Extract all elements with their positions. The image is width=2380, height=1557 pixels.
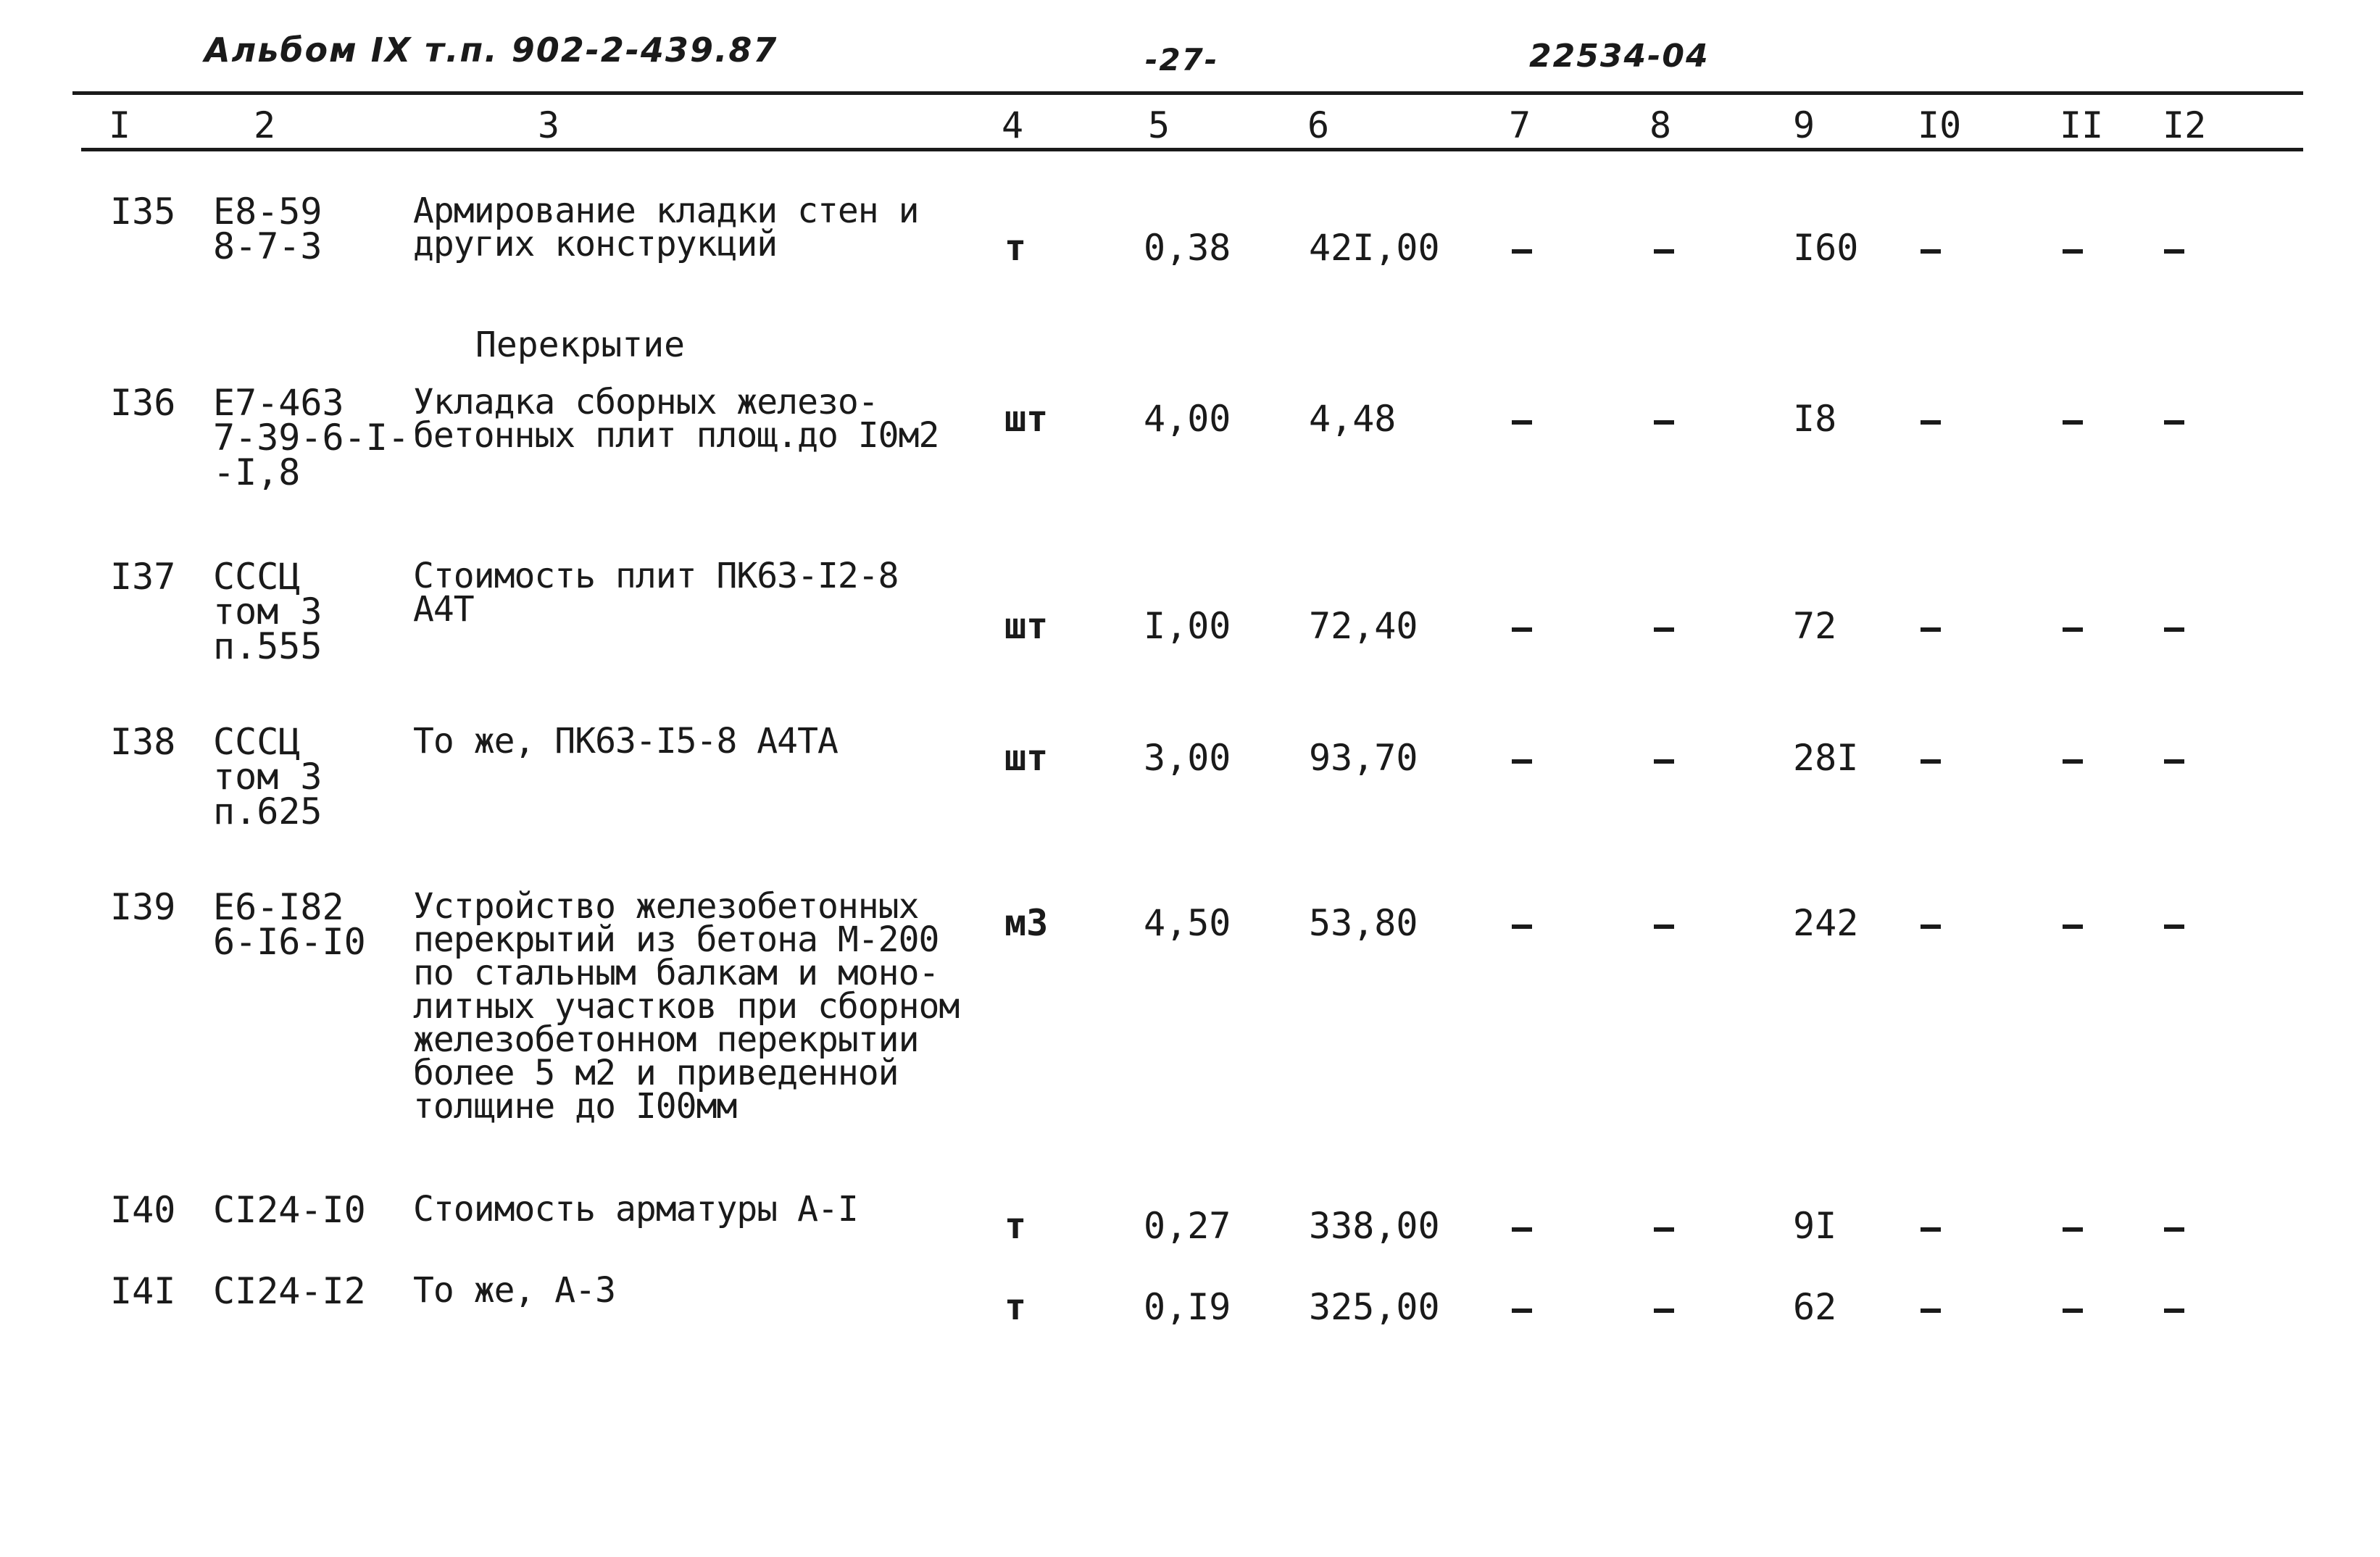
row-number: I36 — [110, 382, 176, 424]
row-code: СССЦ том 3 п.555 — [213, 556, 323, 667]
row-total: I60 — [1793, 227, 1859, 269]
empty-cell-dash-c7 — [1512, 1227, 1532, 1232]
empty-cell-dash-c10 — [1921, 627, 1941, 632]
row-description: Стоимость плит ПК63-I2-8 A4T — [413, 556, 899, 630]
row-quantity: 0,27 — [1144, 1205, 1231, 1247]
row-quantity: 0,I9 — [1144, 1286, 1231, 1328]
empty-cell-dash-c11 — [2063, 249, 2083, 254]
section-heading: Перекрытие — [475, 325, 685, 365]
empty-cell-dash-c11 — [2063, 1227, 2083, 1232]
empty-cell-dash-c12 — [2164, 924, 2184, 929]
empty-cell-dash-c10 — [1921, 1308, 1941, 1313]
empty-cell-dash-c7 — [1512, 249, 1532, 254]
row-total: 9I — [1793, 1205, 1837, 1247]
row-quantity: I,00 — [1144, 605, 1231, 647]
empty-cell-dash-c7 — [1512, 420, 1532, 425]
row-unit: м3 — [1004, 902, 1049, 944]
empty-cell-dash-c12 — [2164, 627, 2184, 632]
row-quantity: 4,00 — [1144, 398, 1231, 440]
empty-cell-dash-c7 — [1512, 1308, 1532, 1313]
empty-cell-dash-c12 — [2164, 1308, 2184, 1313]
empty-cell-dash-c10 — [1921, 1227, 1941, 1232]
empty-cell-dash-c12 — [2164, 420, 2184, 425]
col-header-6: 6 — [1307, 104, 1330, 146]
col-header-4: 4 — [1002, 104, 1024, 146]
row-quantity: 3,00 — [1144, 737, 1231, 779]
empty-cell-dash-c8 — [1654, 759, 1674, 764]
empty-cell-dash-c12 — [2164, 1227, 2184, 1232]
row-number: I39 — [110, 886, 176, 928]
empty-cell-dash-c8 — [1654, 627, 1674, 632]
row-total: 242 — [1793, 902, 1859, 944]
row-number: I35 — [110, 191, 176, 233]
empty-cell-dash-c11 — [2063, 627, 2083, 632]
empty-cell-dash-c10 — [1921, 249, 1941, 254]
empty-cell-dash-c7 — [1512, 759, 1532, 764]
row-number: I4I — [110, 1270, 176, 1312]
row-description: Устройство железобетонных перекрытий из бетона М-200 по стальным балкам и моно- литных участков при сборном железобетонном перекрытии более 5 м2 и приведенной толщине до I00мм — [413, 886, 960, 1127]
col-header-12: I2 — [2163, 104, 2207, 146]
row-unit-price: 42I,00 — [1309, 227, 1440, 269]
col-header-2: 2 — [254, 104, 276, 146]
row-unit-price: 338,00 — [1309, 1205, 1440, 1247]
col-header-3: 3 — [538, 104, 560, 146]
empty-cell-dash-c8 — [1654, 924, 1674, 929]
empty-cell-dash-c12 — [2164, 249, 2184, 254]
col-header-9: 9 — [1793, 104, 1815, 146]
row-unit-price: 4,48 — [1309, 398, 1397, 440]
row-total: 62 — [1793, 1286, 1837, 1328]
col-header-10: I0 — [1918, 104, 1962, 146]
empty-cell-dash-c7 — [1512, 627, 1532, 632]
top-rule — [72, 91, 2303, 95]
row-unit-price: 53,80 — [1309, 902, 1418, 944]
row-description: Стоимость арматуры A-I — [413, 1189, 858, 1230]
empty-cell-dash-c8 — [1654, 1308, 1674, 1313]
col-header-11: II — [2060, 104, 2104, 146]
row-description: То же, A-3 — [413, 1270, 615, 1311]
row-description: То же, ПК63-I5-8 A4TA — [413, 721, 838, 761]
row-code: CI24-I0 — [213, 1189, 366, 1231]
row-unit: шт — [1004, 398, 1049, 440]
empty-cell-dash-c7 — [1512, 924, 1532, 929]
page-number: -27- — [1145, 42, 1219, 78]
row-total: 72 — [1793, 605, 1837, 647]
album-reference: Альбом IX т.п. 902-2-439.87 — [204, 30, 778, 70]
col-header-7: 7 — [1509, 104, 1531, 146]
row-code: E8-59 8-7-3 — [213, 191, 323, 267]
row-number: I37 — [110, 556, 176, 598]
header-bottom-rule — [81, 148, 2303, 151]
empty-cell-dash-c8 — [1654, 1227, 1674, 1232]
row-code: CI24-I2 — [213, 1270, 366, 1312]
empty-cell-dash-c10 — [1921, 420, 1941, 425]
col-header-8: 8 — [1649, 104, 1672, 146]
empty-cell-dash-c10 — [1921, 924, 1941, 929]
row-code: E7-463 7-39-6-I- -I,8 — [213, 382, 409, 493]
empty-cell-dash-c11 — [2063, 924, 2083, 929]
row-number: I38 — [110, 721, 176, 763]
empty-cell-dash-c8 — [1654, 249, 1674, 254]
row-unit: т — [1004, 227, 1027, 269]
row-description: Укладка сборных железо- бетонных плит площ.до I0м2 — [413, 382, 939, 456]
empty-cell-dash-c10 — [1921, 759, 1941, 764]
row-unit: шт — [1004, 737, 1049, 779]
document-number: 22534-04 — [1529, 38, 1710, 75]
row-unit-price: 325,00 — [1309, 1286, 1440, 1328]
row-unit-price: 93,70 — [1309, 737, 1418, 779]
empty-cell-dash-c11 — [2063, 759, 2083, 764]
row-unit-price: 72,40 — [1309, 605, 1418, 647]
empty-cell-dash-c11 — [2063, 420, 2083, 425]
row-description: Армирование кладки стен и других конструкций — [413, 191, 919, 264]
row-total: 28I — [1793, 737, 1859, 779]
row-unit: т — [1004, 1286, 1027, 1328]
row-total: I8 — [1793, 398, 1837, 440]
row-unit: т — [1004, 1205, 1027, 1247]
row-code: СССЦ том 3 п.625 — [213, 721, 323, 832]
row-quantity: 4,50 — [1144, 902, 1231, 944]
empty-cell-dash-c8 — [1654, 420, 1674, 425]
empty-cell-dash-c11 — [2063, 1308, 2083, 1313]
row-code: E6-I82 6-I6-I0 — [213, 886, 366, 963]
row-quantity: 0,38 — [1144, 227, 1231, 269]
row-unit: шт — [1004, 605, 1049, 647]
col-header-1: I — [109, 104, 131, 146]
empty-cell-dash-c12 — [2164, 759, 2184, 764]
col-header-5: 5 — [1148, 104, 1170, 146]
row-number: I40 — [110, 1189, 176, 1231]
